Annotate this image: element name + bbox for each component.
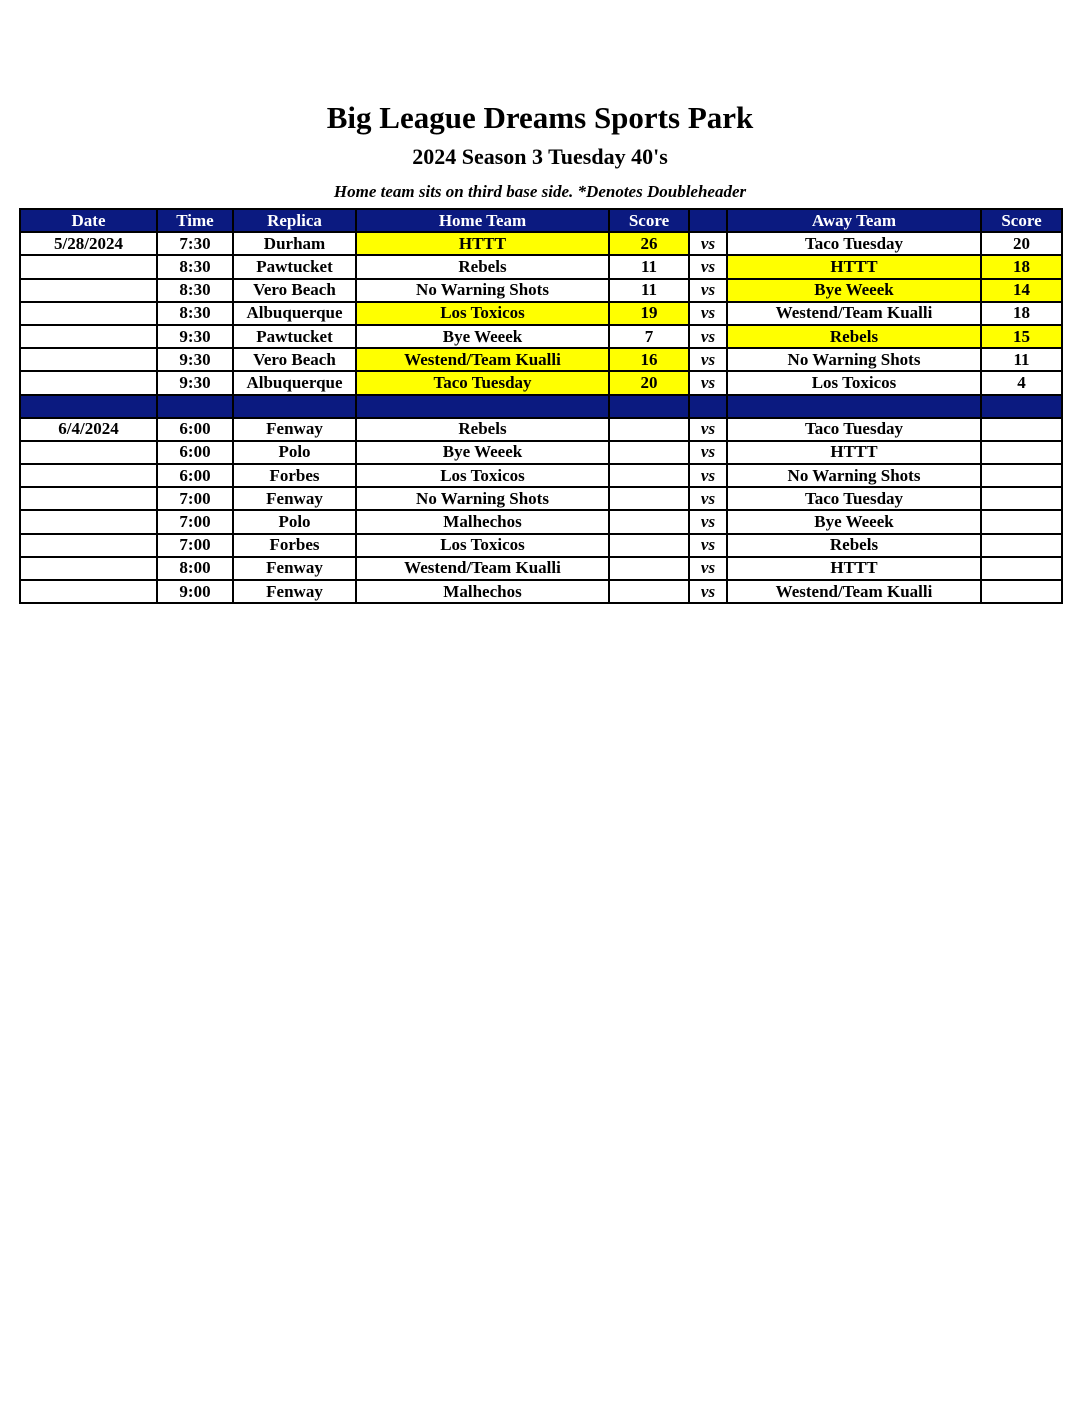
column-header-replica: Replica bbox=[233, 209, 356, 232]
away-score-cell: 15 bbox=[981, 325, 1062, 348]
away-team-cell: Bye Weeek bbox=[727, 279, 981, 302]
separator-cell bbox=[356, 395, 609, 418]
away-team-cell: HTTT bbox=[727, 255, 981, 278]
game-row bbox=[20, 279, 1062, 302]
time-cell: 7:00 bbox=[157, 510, 233, 533]
replica-cell: Polo bbox=[233, 510, 356, 533]
date-cell bbox=[20, 302, 157, 325]
vs-cell: vs bbox=[689, 302, 727, 325]
page-title: Big League Dreams Sports Park bbox=[326, 100, 754, 135]
vs-cell: vs bbox=[689, 279, 727, 302]
date-cell bbox=[20, 441, 157, 464]
separator-cell bbox=[609, 395, 689, 418]
separator-cell bbox=[157, 395, 233, 418]
away-score-cell: 18 bbox=[981, 302, 1062, 325]
away-team-cell: Taco Tuesday bbox=[727, 232, 981, 255]
away-score-cell bbox=[981, 510, 1062, 533]
game-row bbox=[20, 232, 1062, 255]
home-team-cell: Malhechos bbox=[356, 510, 609, 533]
time-cell: 7:00 bbox=[157, 487, 233, 510]
away-score-cell bbox=[981, 441, 1062, 464]
date-cell bbox=[20, 371, 157, 394]
game-row bbox=[20, 510, 1062, 533]
time-cell: 6:00 bbox=[157, 464, 233, 487]
time-cell: 8:30 bbox=[157, 302, 233, 325]
replica-cell: Fenway bbox=[233, 557, 356, 580]
date-cell bbox=[20, 487, 157, 510]
separator-cell bbox=[689, 395, 727, 418]
home-score-cell: 16 bbox=[609, 348, 689, 371]
time-cell: 9:30 bbox=[157, 348, 233, 371]
away-team-cell: Westend/Team Kualli bbox=[727, 580, 981, 603]
vs-cell: vs bbox=[689, 580, 727, 603]
replica-cell: Forbes bbox=[233, 464, 356, 487]
away-team-cell: Taco Tuesday bbox=[727, 487, 981, 510]
away-score-cell bbox=[981, 464, 1062, 487]
column-header-vs bbox=[689, 209, 727, 232]
separator-cell bbox=[981, 395, 1062, 418]
home-team-cell: Bye Weeek bbox=[356, 325, 609, 348]
game-row bbox=[20, 418, 1062, 441]
home-score-cell bbox=[609, 487, 689, 510]
game-row bbox=[20, 580, 1062, 603]
vs-cell: vs bbox=[689, 371, 727, 394]
game-row bbox=[20, 371, 1062, 394]
column-header-home-team: Home Team bbox=[356, 209, 609, 232]
home-score-cell bbox=[609, 510, 689, 533]
vs-cell: vs bbox=[689, 534, 727, 557]
vs-cell: vs bbox=[689, 418, 727, 441]
away-score-cell bbox=[981, 580, 1062, 603]
home-team-cell: Westend/Team Kualli bbox=[356, 557, 609, 580]
replica-cell: Polo bbox=[233, 441, 356, 464]
home-team-cell: HTTT bbox=[356, 232, 609, 255]
away-team-cell: Taco Tuesday bbox=[727, 418, 981, 441]
home-team-cell: Malhechos bbox=[356, 580, 609, 603]
home-score-cell bbox=[609, 580, 689, 603]
away-team-cell: Rebels bbox=[727, 534, 981, 557]
column-header-date: Date bbox=[20, 209, 157, 232]
home-team-cell: Rebels bbox=[356, 255, 609, 278]
away-team-cell: HTTT bbox=[727, 557, 981, 580]
time-cell: 9:30 bbox=[157, 371, 233, 394]
home-team-cell: Taco Tuesday bbox=[356, 371, 609, 394]
home-score-cell: 26 bbox=[609, 232, 689, 255]
season-subtitle: 2024 Season 3 Tuesday 40's bbox=[412, 144, 668, 169]
away-score-cell bbox=[981, 418, 1062, 441]
time-cell: 7:30 bbox=[157, 232, 233, 255]
game-row bbox=[20, 441, 1062, 464]
column-header-home-score: Score bbox=[609, 209, 689, 232]
home-score-cell: 11 bbox=[609, 255, 689, 278]
time-cell: 8:30 bbox=[157, 255, 233, 278]
home-score-cell bbox=[609, 464, 689, 487]
date-cell bbox=[20, 464, 157, 487]
date-cell: 6/4/2024 bbox=[20, 418, 157, 441]
schedule-table bbox=[19, 208, 1063, 604]
home-team-cell: Los Toxicos bbox=[356, 534, 609, 557]
home-team-cell: Los Toxicos bbox=[356, 302, 609, 325]
time-cell: 6:00 bbox=[157, 441, 233, 464]
column-header-time: Time bbox=[157, 209, 233, 232]
away-score-cell: 18 bbox=[981, 255, 1062, 278]
away-score-cell: 14 bbox=[981, 279, 1062, 302]
vs-cell: vs bbox=[689, 510, 727, 533]
vs-cell: vs bbox=[689, 464, 727, 487]
replica-cell: Albuquerque bbox=[233, 302, 356, 325]
replica-cell: Pawtucket bbox=[233, 325, 356, 348]
time-cell: 8:00 bbox=[157, 557, 233, 580]
away-score-cell: 11 bbox=[981, 348, 1062, 371]
vs-cell: vs bbox=[689, 487, 727, 510]
replica-cell: Albuquerque bbox=[233, 371, 356, 394]
separator-cell bbox=[20, 395, 157, 418]
home-team-cell: Rebels bbox=[356, 418, 609, 441]
time-cell: 7:00 bbox=[157, 534, 233, 557]
game-row bbox=[20, 464, 1062, 487]
away-team-cell: Rebels bbox=[727, 325, 981, 348]
game-row bbox=[20, 557, 1062, 580]
home-team-cell: Los Toxicos bbox=[356, 464, 609, 487]
away-team-cell: HTTT bbox=[727, 441, 981, 464]
vs-cell: vs bbox=[689, 255, 727, 278]
game-row bbox=[20, 302, 1062, 325]
game-row bbox=[20, 255, 1062, 278]
away-score-cell bbox=[981, 487, 1062, 510]
home-team-cell: No Warning Shots bbox=[356, 279, 609, 302]
date-cell bbox=[20, 348, 157, 371]
game-row bbox=[20, 534, 1062, 557]
replica-cell: Vero Beach bbox=[233, 279, 356, 302]
date-cell bbox=[20, 510, 157, 533]
vs-cell: vs bbox=[689, 557, 727, 580]
away-team-cell: Bye Weeek bbox=[727, 510, 981, 533]
date-separator-row bbox=[20, 395, 1062, 418]
away-score-cell: 4 bbox=[981, 371, 1062, 394]
replica-cell: Fenway bbox=[233, 418, 356, 441]
away-team-cell: Westend/Team Kualli bbox=[727, 302, 981, 325]
date-cell bbox=[20, 557, 157, 580]
home-score-cell: 7 bbox=[609, 325, 689, 348]
separator-cell bbox=[727, 395, 981, 418]
time-cell: 9:00 bbox=[157, 580, 233, 603]
schedule-body bbox=[20, 232, 1062, 603]
replica-cell: Vero Beach bbox=[233, 348, 356, 371]
home-score-cell: 20 bbox=[609, 371, 689, 394]
game-row bbox=[20, 487, 1062, 510]
separator-cell bbox=[233, 395, 356, 418]
date-cell bbox=[20, 325, 157, 348]
game-row bbox=[20, 325, 1062, 348]
date-cell bbox=[20, 534, 157, 557]
doubleheader-note: Home team sits on third base side. *Denotes Doubleheader bbox=[333, 182, 747, 201]
time-cell: 9:30 bbox=[157, 325, 233, 348]
away-team-cell: No Warning Shots bbox=[727, 464, 981, 487]
vs-cell: vs bbox=[689, 232, 727, 255]
home-score-cell: 19 bbox=[609, 302, 689, 325]
vs-cell: vs bbox=[689, 441, 727, 464]
away-score-cell bbox=[981, 534, 1062, 557]
time-cell: 8:30 bbox=[157, 279, 233, 302]
replica-cell: Fenway bbox=[233, 580, 356, 603]
away-score-cell bbox=[981, 557, 1062, 580]
home-score-cell: 11 bbox=[609, 279, 689, 302]
game-row bbox=[20, 348, 1062, 371]
away-team-cell: Los Toxicos bbox=[727, 371, 981, 394]
column-header-away-team: Away Team bbox=[727, 209, 981, 232]
home-score-cell bbox=[609, 557, 689, 580]
replica-cell: Durham bbox=[233, 232, 356, 255]
time-cell: 6:00 bbox=[157, 418, 233, 441]
header-row bbox=[20, 209, 1062, 232]
column-header-away-score: Score bbox=[981, 209, 1062, 232]
date-cell bbox=[20, 255, 157, 278]
replica-cell: Pawtucket bbox=[233, 255, 356, 278]
date-cell bbox=[20, 279, 157, 302]
home-score-cell bbox=[609, 534, 689, 557]
home-team-cell: Bye Weeek bbox=[356, 441, 609, 464]
away-team-cell: No Warning Shots bbox=[727, 348, 981, 371]
replica-cell: Fenway bbox=[233, 487, 356, 510]
vs-cell: vs bbox=[689, 325, 727, 348]
date-cell: 5/28/2024 bbox=[20, 232, 157, 255]
date-cell bbox=[20, 580, 157, 603]
home-team-cell: Westend/Team Kualli bbox=[356, 348, 609, 371]
home-team-cell: No Warning Shots bbox=[356, 487, 609, 510]
home-score-cell bbox=[609, 418, 689, 441]
away-score-cell: 20 bbox=[981, 232, 1062, 255]
replica-cell: Forbes bbox=[233, 534, 356, 557]
home-score-cell bbox=[609, 441, 689, 464]
vs-cell: vs bbox=[689, 348, 727, 371]
